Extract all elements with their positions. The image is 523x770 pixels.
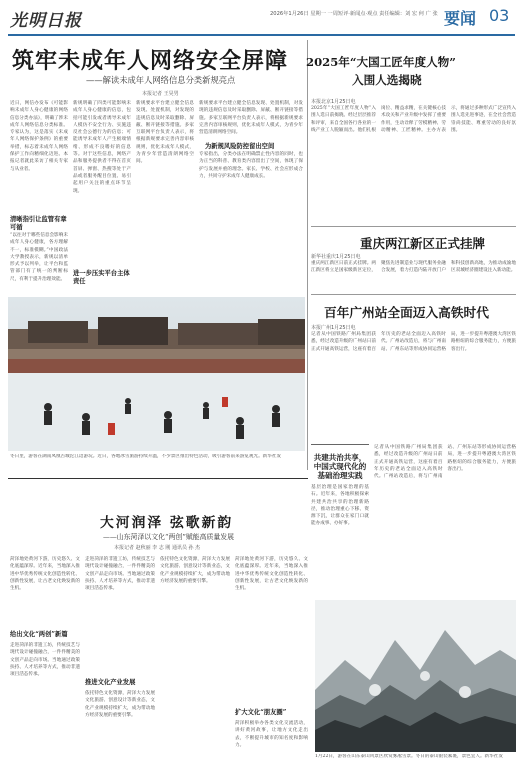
right3-continued bbox=[374, 444, 516, 594]
lower-col2-text: 依托特色文化资源，菏泽大力发展文化旅游、创意设计等新业态，文化产业规模持续扩大，成为带动地方经济发展的重要引擎。 bbox=[85, 691, 155, 718]
right2-byline: 新华社重庆1月25日电 bbox=[311, 254, 361, 260]
right3-body bbox=[311, 324, 516, 440]
lower-byline: 本报记者 赵秋丽 李 志 刚 通讯员 孙 杰 bbox=[114, 545, 201, 551]
commentary-box bbox=[311, 444, 369, 594]
snowy-mountain-photo bbox=[315, 600, 516, 752]
lead-column-4 bbox=[199, 100, 303, 294]
lead-col1-text2: “以往对于哪些信息会影响未成年人身心健康，各方理解不一，标准模糊。”中国政法大学教授表示，新规以清单形式予以列举，让平台和监管部门有了统一的判断标尺，有利于提升治理效能。 bbox=[10, 233, 68, 282]
right2-text: 重庆两江新区日前正式挂牌。两江新区将立足国家级新区定位，聚焦先进制造业与现代服务业融合发展，着力打造内陆开放门户和科技创新高地，为推动成渝地区双城经济圈建设注入新动能。 bbox=[311, 261, 516, 274]
lower-col2-text-a: 走进菏泽的非遗工坊，传统技艺与现代设计碰撞融合，一件件精美的文创产品走向市场。当地通过政策扶持、人才培养等方式，推动非遗项目活态传承。 bbox=[85, 557, 155, 592]
lead-col2-text: 新规明确了四类可能影响未成年人身心健康的信息，包括可能引发或者诱导未成年人模仿不安全行为、实施违反社会公德行为的信息；可能诱导未成年人产生极端情绪、形成不良嗜好的信息等。对于这些信息，网络产品和服务提供者不得在首页首屏、弹窗、热搜等处于产品或者服务醒目位置、易引起用户关注的重点环节呈现。 bbox=[73, 101, 131, 194]
right3-text: 记者从中国铁路广州局集团获悉，经过改造升级的广州站日前正式开通高铁运营，这座有着百年历史的老站全面迈入高铁时代。广州站改造后，将与广州南站、广州东站等形成协同运营格局，进一步提升粤港澳大湾区铁路枢纽的综合服务能力，方便旅客出行。 bbox=[311, 332, 516, 352]
lower-col2-subhead: 推进文化产业发展 bbox=[85, 679, 136, 686]
lead-col1-text: 近日，网信办发布《可能影响未成年人身心健康的网络信息分类办法》，明确了涉未成年人网络信息分类标准。专家认为，这是落实《未成年人网络保护条例》的重要举措，标志着未成年人网络保护工作向精细化迈进。本报记者就此采访了相关专家与从业者。 bbox=[10, 101, 68, 172]
lead-headline: 筑牢未成年人网络安全屏障 bbox=[12, 48, 289, 74]
lower-headline: 大河润泽 弦歌新韵 bbox=[100, 515, 234, 531]
lower-column-4 bbox=[235, 556, 308, 764]
column-divider bbox=[307, 40, 308, 470]
lower-column-3 bbox=[160, 556, 230, 764]
lead-photo bbox=[8, 297, 305, 451]
lead-column-1 bbox=[10, 100, 68, 294]
mountain-photo bbox=[315, 600, 516, 752]
lead-col4-subhead: 为新规风险防控留出空间 bbox=[205, 143, 275, 150]
lower-col1-subhead: 给出文化“两创”新篇 bbox=[10, 631, 68, 638]
lower-col4-text-a: 菏泽地处黄河下游，历史悠久、文化底蕴深厚。近年来，当地深入推进中华优秀传统文化创造性转化、创新性发展，让古老文化焕发新的生机。 bbox=[235, 557, 308, 592]
dateline: 2026年1月26日 星期一 一周短评·新闻点·观点 责任编辑：刘 宏 何 广 张 bbox=[270, 11, 438, 17]
lower-col3-subhead: 扩大文化“朋友圈” bbox=[235, 709, 287, 716]
lead-col4-text-a: 新规要求平台建立健全信息发现、处置机制，对发现的违规信息及时采取删除、屏蔽、断开链接等措施。多家互联网平台负责人表示，将根据新规要求完善内容审核规则，优化未成年人模式，为青少年营造清朗网络空间。 bbox=[199, 101, 303, 136]
section-title: 要闻 bbox=[444, 9, 477, 28]
right1-text: 2025年“大国工匠年度人物”入围人选日前揭晓。经过层层推荐和评审，来自全国各行各业的一线产业工人脱颖而出。他们扎根岗位、精益求精，在关键核心技术攻关和产业升级中发挥了重要作用，生动诠释了劳模精神、劳动精神、工匠精神。主办方表示，将通过多种形式广泛宣传入围人选先进事迹，在全社会营造崇尚技能、尊重劳动的良好氛围。 bbox=[311, 106, 516, 133]
masthead bbox=[8, 4, 515, 36]
lead-col4-text: 专家指出，分类办法在明确禁止性内容的同时，也为正当的科普、教育类内容留出了空间，体现了保护与发展并重的理念。家长、学校、社会应形成合力，共同守护未成年人健康成长。 bbox=[199, 152, 303, 179]
lead-col1-subhead: 清晰指引让监管有章可循 bbox=[10, 216, 67, 231]
lower-col1-text2: 走进菏泽的非遗工坊，传统技艺与现代设计碰撞融合，一件件精美的文创产品走向市场。当地通过政策扶持、人才培养等方式，推动非遗项目活态传承。 bbox=[10, 643, 80, 678]
right2-body bbox=[311, 253, 516, 291]
lead-col2-subhead: 进一步压实平台主体责任 bbox=[73, 270, 130, 285]
right1-headline-line2: 入围人选揭晓 bbox=[352, 73, 422, 87]
newspaper-logo: 光明日报 bbox=[10, 11, 82, 31]
right1-headline: 2025年“大国工匠年度人物” bbox=[306, 55, 456, 69]
mountain-photo-caption: 1月22日，游客在山东泰山风景区欣赏雾凇雪景。冬日的泰山银装素裹，景色宜人。新华社发 bbox=[315, 754, 503, 759]
lower-divider bbox=[8, 478, 308, 479]
lead-subtitle: ——解读未成年人网络信息分类新规亮点 bbox=[86, 75, 236, 85]
lead-column-2 bbox=[73, 100, 131, 294]
lower-column-2 bbox=[85, 556, 155, 764]
right2-headline: 重庆两江新区正式挂牌 bbox=[360, 236, 486, 251]
commentary-box-title: 共建共治共享，中国式现代化的基础治理实践 bbox=[313, 453, 367, 480]
lower-subtitle: ——山东菏泽以文化“两创”赋能高质量发展 bbox=[103, 533, 235, 541]
lower-column-1 bbox=[10, 556, 80, 764]
riverside-town-photo bbox=[8, 297, 305, 451]
right-divider-2 bbox=[311, 294, 516, 295]
right3-byline: 本报广州1月25日电 bbox=[311, 325, 356, 331]
right3-headline: 百年广州站全面迈入高铁时代 bbox=[324, 305, 489, 320]
right-divider-1 bbox=[311, 226, 516, 227]
commentary-box-text: 基层治理是国家治理的基石。近年来，各地积极探索共建共治共享的治理新路径，推动治理重心下移、资源下沉，让群众在家门口就能办成事、办好事。 bbox=[311, 485, 369, 527]
lead-column-3 bbox=[136, 100, 194, 294]
lead-byline: 本报记者 王昊男 bbox=[142, 91, 179, 97]
right1-body bbox=[311, 98, 516, 224]
lower-col3-text: 菏泽积极举办各类文化交流活动，讲好黄河故事，让地方文化走出去，不断提升城市的知名度和影响力。 bbox=[235, 721, 308, 748]
right3-text-continued: 记者从中国铁路广州局集团获悉，经过改造升级的广州站日前正式开通高铁运营，这座有着百年历史的老站全面迈入高铁时代。广州站改造后，将与广州南站、广州东站等形成协同运营格局，进一步提升粤港澳大湾区铁路枢纽的综合服务能力，方便旅客出行。 bbox=[374, 445, 516, 480]
right1-byline: 本报北京1月25日电 bbox=[311, 99, 356, 105]
lower-col3-text-a: 依托特色文化资源，菏泽大力发展文化旅游、创意设计等新业态，文化产业规模持续扩大，成为带动地方经济发展的重要引擎。 bbox=[160, 557, 230, 584]
lower-col1-text: 菏泽地处黄河下游，历史悠久、文化底蕴深厚。近年来，当地深入推进中华优秀传统文化创造性转化、创新性发展，让古老文化焕发新的生机。 bbox=[10, 557, 80, 592]
lead-photo-caption: 冬日里，游客在湖南凤凰古城沱江边游玩。近日，各地冰雪旅游持续升温，不少景区推出特色活动，吸引游客前来游览观光。新华社发 bbox=[10, 454, 282, 459]
lead-col3-text: 新规要求平台建立健全信息发现、处置机制，对发现的违规信息及时采取删除、屏蔽、断开链接等措施。多家互联网平台负责人表示，将根据新规要求完善内容审核规则，优化未成年人模式，为青少年营造清朗网络空间。 bbox=[136, 101, 194, 165]
page-number: 03 bbox=[489, 6, 510, 25]
